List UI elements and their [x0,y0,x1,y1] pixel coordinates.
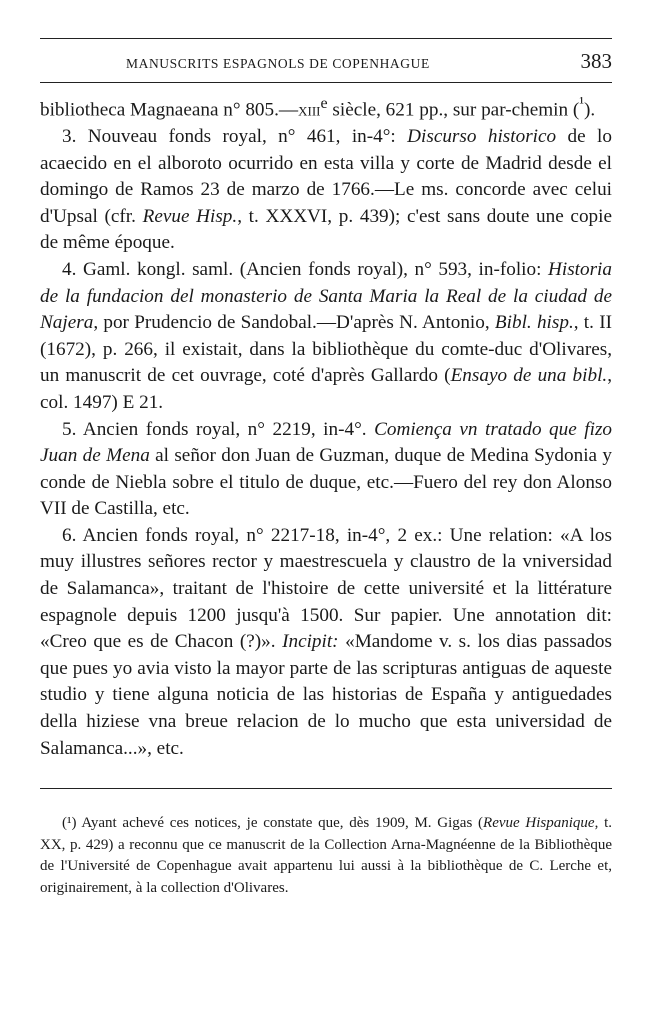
footnote-rule [40,788,612,789]
paragraph-item-6: 6. Ancien fonds royal, n° 2217-18, in-4°, 2 ex.: Une relation: «A los muy illustres señores rector y maestrescuela y claustro de la vniversidad de Salamanca», traitant de l'histoire de cette université et la littérature espagnole depuis 1200 jusqu'à 1500. Sur papier. Une annotation dit: «Creo que es de Chacon (?)». Incipit: «Mandome v. s. los dias passados que pues yo avia visto la mayor parte de las scripturas antiguas de aqueste studio y tiene alguna noticia de las historias de España y antiguedades della hiziese vna breue relacion de lo mucho que esta universidad de Salamanca...», etc. [40,524,612,759]
footnote-1: (¹) Ayant achevé ces notices, je constate que, dès 1909, M. Gigas (Revue Hispanique, t. XX, p. 429) a reconnu que ce manuscrit de la Collection Arna-Magnéenne de la Bibliothèque de l'Université de Copenhague avait appartenu lui aussi à la bibliothèque de C. Lerche et, originairement, à la collection d'Olivares. [40,815,612,897]
body-text [40,91,612,762]
footnote-ref: ¹ [579,95,585,112]
footnote-block [40,813,612,899]
paragraph-item-3: 3. Nouveau fonds royal, n° 461, in-4°: Discurso historico de lo acaecido en el alboroto ocurrido en esta villa y corte de Madrid desde el domingo de Ramos 23 de marzo de 1766.—Le ms. concorde avec celui d'Upsal (cfr. Revue Hisp., t. XXXVI, p. 439); c'est sans doute une copie de même époque. [40,125,612,254]
page-number: 383 [580,49,612,73]
book-page [40,38,612,900]
top-rule [40,38,612,39]
paragraph-item-5: 5. Ancien fonds royal, n° 2219, in-4°. Comiença vn tratado que fizo Juan de Mena al señor don Juan de Guzman, duque de Medina Sydonia y conde de Niebla sobre el titulo de duque, etc.—Fuero del rey don Alonso VII de Castilla, etc. [40,418,613,520]
header-rule [40,82,612,83]
paragraph-item-4: 4. Gaml. kongl. saml. (Ancien fonds royal), n° 593, in-folio: Historia de la fundacion del monasterio de Santa Maria la Real de la ciudad de Najera, por Prudencio de Sandobal.—D'après N. Antonio, Bibl. hisp., t. II (1672), p. 266, il existait, dans la bibliothèque du comte-duc d'Olivares, un manuscrit de cet ouvrage, coté d'après Gallardo (Ensayo de una bibl., col. 1497) E 21. [40,258,612,413]
paragraph-continuation: bibliotheca Magnaeana n° 805.—xiii$^e$ siècle, 621 pp., sur par-chemin ($^{^1}$). [40,95,596,121]
page-header [40,49,612,74]
running-title: MANUSCRITS ESPAGNOLS DE COPENHAGUE [126,56,430,71]
